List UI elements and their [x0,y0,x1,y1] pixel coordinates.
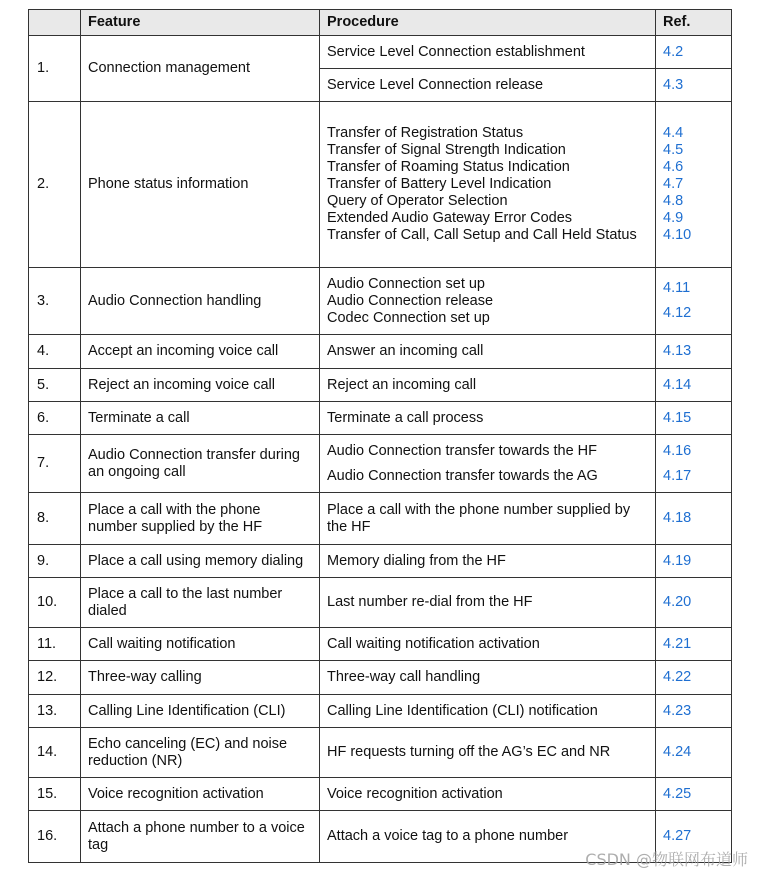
procedure-line: Transfer of Signal Strength Indication [327,142,566,158]
ref-cell [656,102,732,268]
row-number: 9. [29,545,81,578]
procedure-cell [320,268,656,335]
table-row [29,369,732,402]
ref-link[interactable]: 4.6 [663,159,684,175]
row-number: 13. [29,695,81,728]
ref-link[interactable]: 4.7 [663,176,684,192]
procedure-cell: Three-way call handling [320,661,656,695]
ref-link[interactable]: 4.4 [663,125,684,141]
row-number: 7. [29,435,81,493]
feature-cell: Call waiting notification [81,628,320,661]
feature-cell: Accept an incoming voice call [81,335,320,369]
feature-table [28,9,732,863]
procedure-cell: HF requests turning off the AG’s EC and NR [320,728,656,778]
row-number: 16. [29,811,81,863]
procedure-cell [320,102,656,268]
table-row [29,778,732,811]
ref-link[interactable]: 4.17 [663,467,692,484]
ref-link[interactable]: 4.22 [656,661,732,695]
table-row [29,545,732,578]
row-number: 11. [29,628,81,661]
ref-cell [656,435,732,493]
table-row [29,661,732,695]
row-number: 2. [29,102,81,268]
feature-cell: Terminate a call [81,402,320,435]
row-number: 6. [29,402,81,435]
row-number: 5. [29,369,81,402]
ref-link[interactable]: 4.12 [663,305,692,321]
procedure-line: Query of Operator Selection [327,193,508,209]
feature-cell: Reject an incoming voice call [81,369,320,402]
ref-link[interactable]: 4.10 [663,227,692,243]
table-row [29,36,732,69]
table-row [29,268,732,335]
procedure-cell: Voice recognition activation [320,778,656,811]
table-row [29,335,732,369]
procedure-cell: Attach a voice tag to a phone number [320,811,656,863]
ref-link[interactable]: 4.15 [656,402,732,435]
feature-cell: Voice recognition activation [81,778,320,811]
feature-cell: Phone status information [81,102,320,268]
procedure-line: Audio Connection transfer towards the HF [327,442,597,459]
feature-cell: Three-way calling [81,661,320,695]
feature-cell: Connection management [81,36,320,102]
row-number: 10. [29,578,81,628]
ref-link[interactable]: 4.14 [656,369,732,402]
feature-cell: Place a call to the last number dialed [81,578,320,628]
procedure-line: Transfer of Roaming Status Indication [327,159,570,175]
ref-link[interactable]: 4.24 [656,728,732,778]
ref-link[interactable]: 4.20 [656,578,732,628]
procedure-cell: Reject an incoming call [320,369,656,402]
feature-cell: Place a call with the phone number supplied by the HF [81,493,320,545]
row-number: 4. [29,335,81,369]
row-number: 1. [29,36,81,102]
procedure-cell: Call waiting notification activation [320,628,656,661]
header-feature: Feature [81,10,320,36]
table-row [29,728,732,778]
ref-link[interactable]: 4.9 [663,210,684,226]
ref-link[interactable]: 4.19 [656,545,732,578]
ref-link[interactable]: 4.13 [656,335,732,369]
ref-link[interactable]: 4.18 [656,493,732,545]
procedure-cell: Memory dialing from the HF [320,545,656,578]
ref-link[interactable]: 4.25 [656,778,732,811]
procedure-cell: Terminate a call process [320,402,656,435]
table-row [29,402,732,435]
procedure-line: Audio Connection set up [327,275,485,292]
table-row [29,628,732,661]
ref-link[interactable]: 4.8 [663,193,684,209]
table-row [29,695,732,728]
procedure-cell: Last number re-dial from the HF [320,578,656,628]
procedure-cell: Place a call with the phone number supplied by the HF [320,493,656,545]
procedure-cell: Service Level Connection establishment [320,36,656,69]
header-procedure: Procedure [320,10,656,36]
row-number: 12. [29,661,81,695]
procedure-line: Transfer of Battery Level Indication [327,176,552,192]
ref-link[interactable]: 4.2 [656,36,732,69]
procedure-cell: Calling Line Identification (CLI) notification [320,695,656,728]
row-number: 3. [29,268,81,335]
table-row [29,102,732,268]
procedure-line: Transfer of Registration Status [327,125,524,141]
procedure-cell [320,435,656,493]
row-number: 14. [29,728,81,778]
ref-link[interactable]: 4.23 [656,695,732,728]
procedure-line: Transfer of Call, Call Setup and Call Held Status [327,227,637,243]
feature-cell: Attach a phone number to a voice tag [81,811,320,863]
ref-link[interactable]: 4.27 [656,811,732,863]
ref-link[interactable]: 4.16 [663,442,692,459]
procedure-line: Audio Connection transfer towards the AG [327,467,598,484]
ref-link[interactable]: 4.5 [663,142,684,158]
procedure-line: Audio Connection release [327,292,494,309]
watermark-text: CSDN @物联网布道师 [585,850,748,869]
header-number [29,10,81,36]
feature-cell: Echo canceling (EC) and noise reduction (NR) [81,728,320,778]
feature-cell: Place a call using memory dialing [81,545,320,578]
header-row [29,10,732,36]
table-row [29,493,732,545]
feature-cell: Audio Connection handling [81,268,320,335]
row-number: 8. [29,493,81,545]
ref-link[interactable]: 4.11 [663,280,691,296]
header-ref: Ref. [656,10,732,36]
procedure-line: Codec Connection set up [327,309,490,326]
procedure-line: Extended Audio Gateway Error Codes [327,210,573,226]
table-row [29,578,732,628]
ref-link[interactable]: 4.21 [656,628,732,661]
ref-link[interactable]: 4.3 [656,69,732,102]
procedure-cell: Service Level Connection release [320,69,656,102]
feature-cell: Calling Line Identification (CLI) [81,695,320,728]
procedure-cell: Answer an incoming call [320,335,656,369]
ref-cell [656,268,732,335]
table-row [29,435,732,493]
row-number: 15. [29,778,81,811]
feature-cell: Audio Connection transfer during an ongoing call [81,435,320,493]
